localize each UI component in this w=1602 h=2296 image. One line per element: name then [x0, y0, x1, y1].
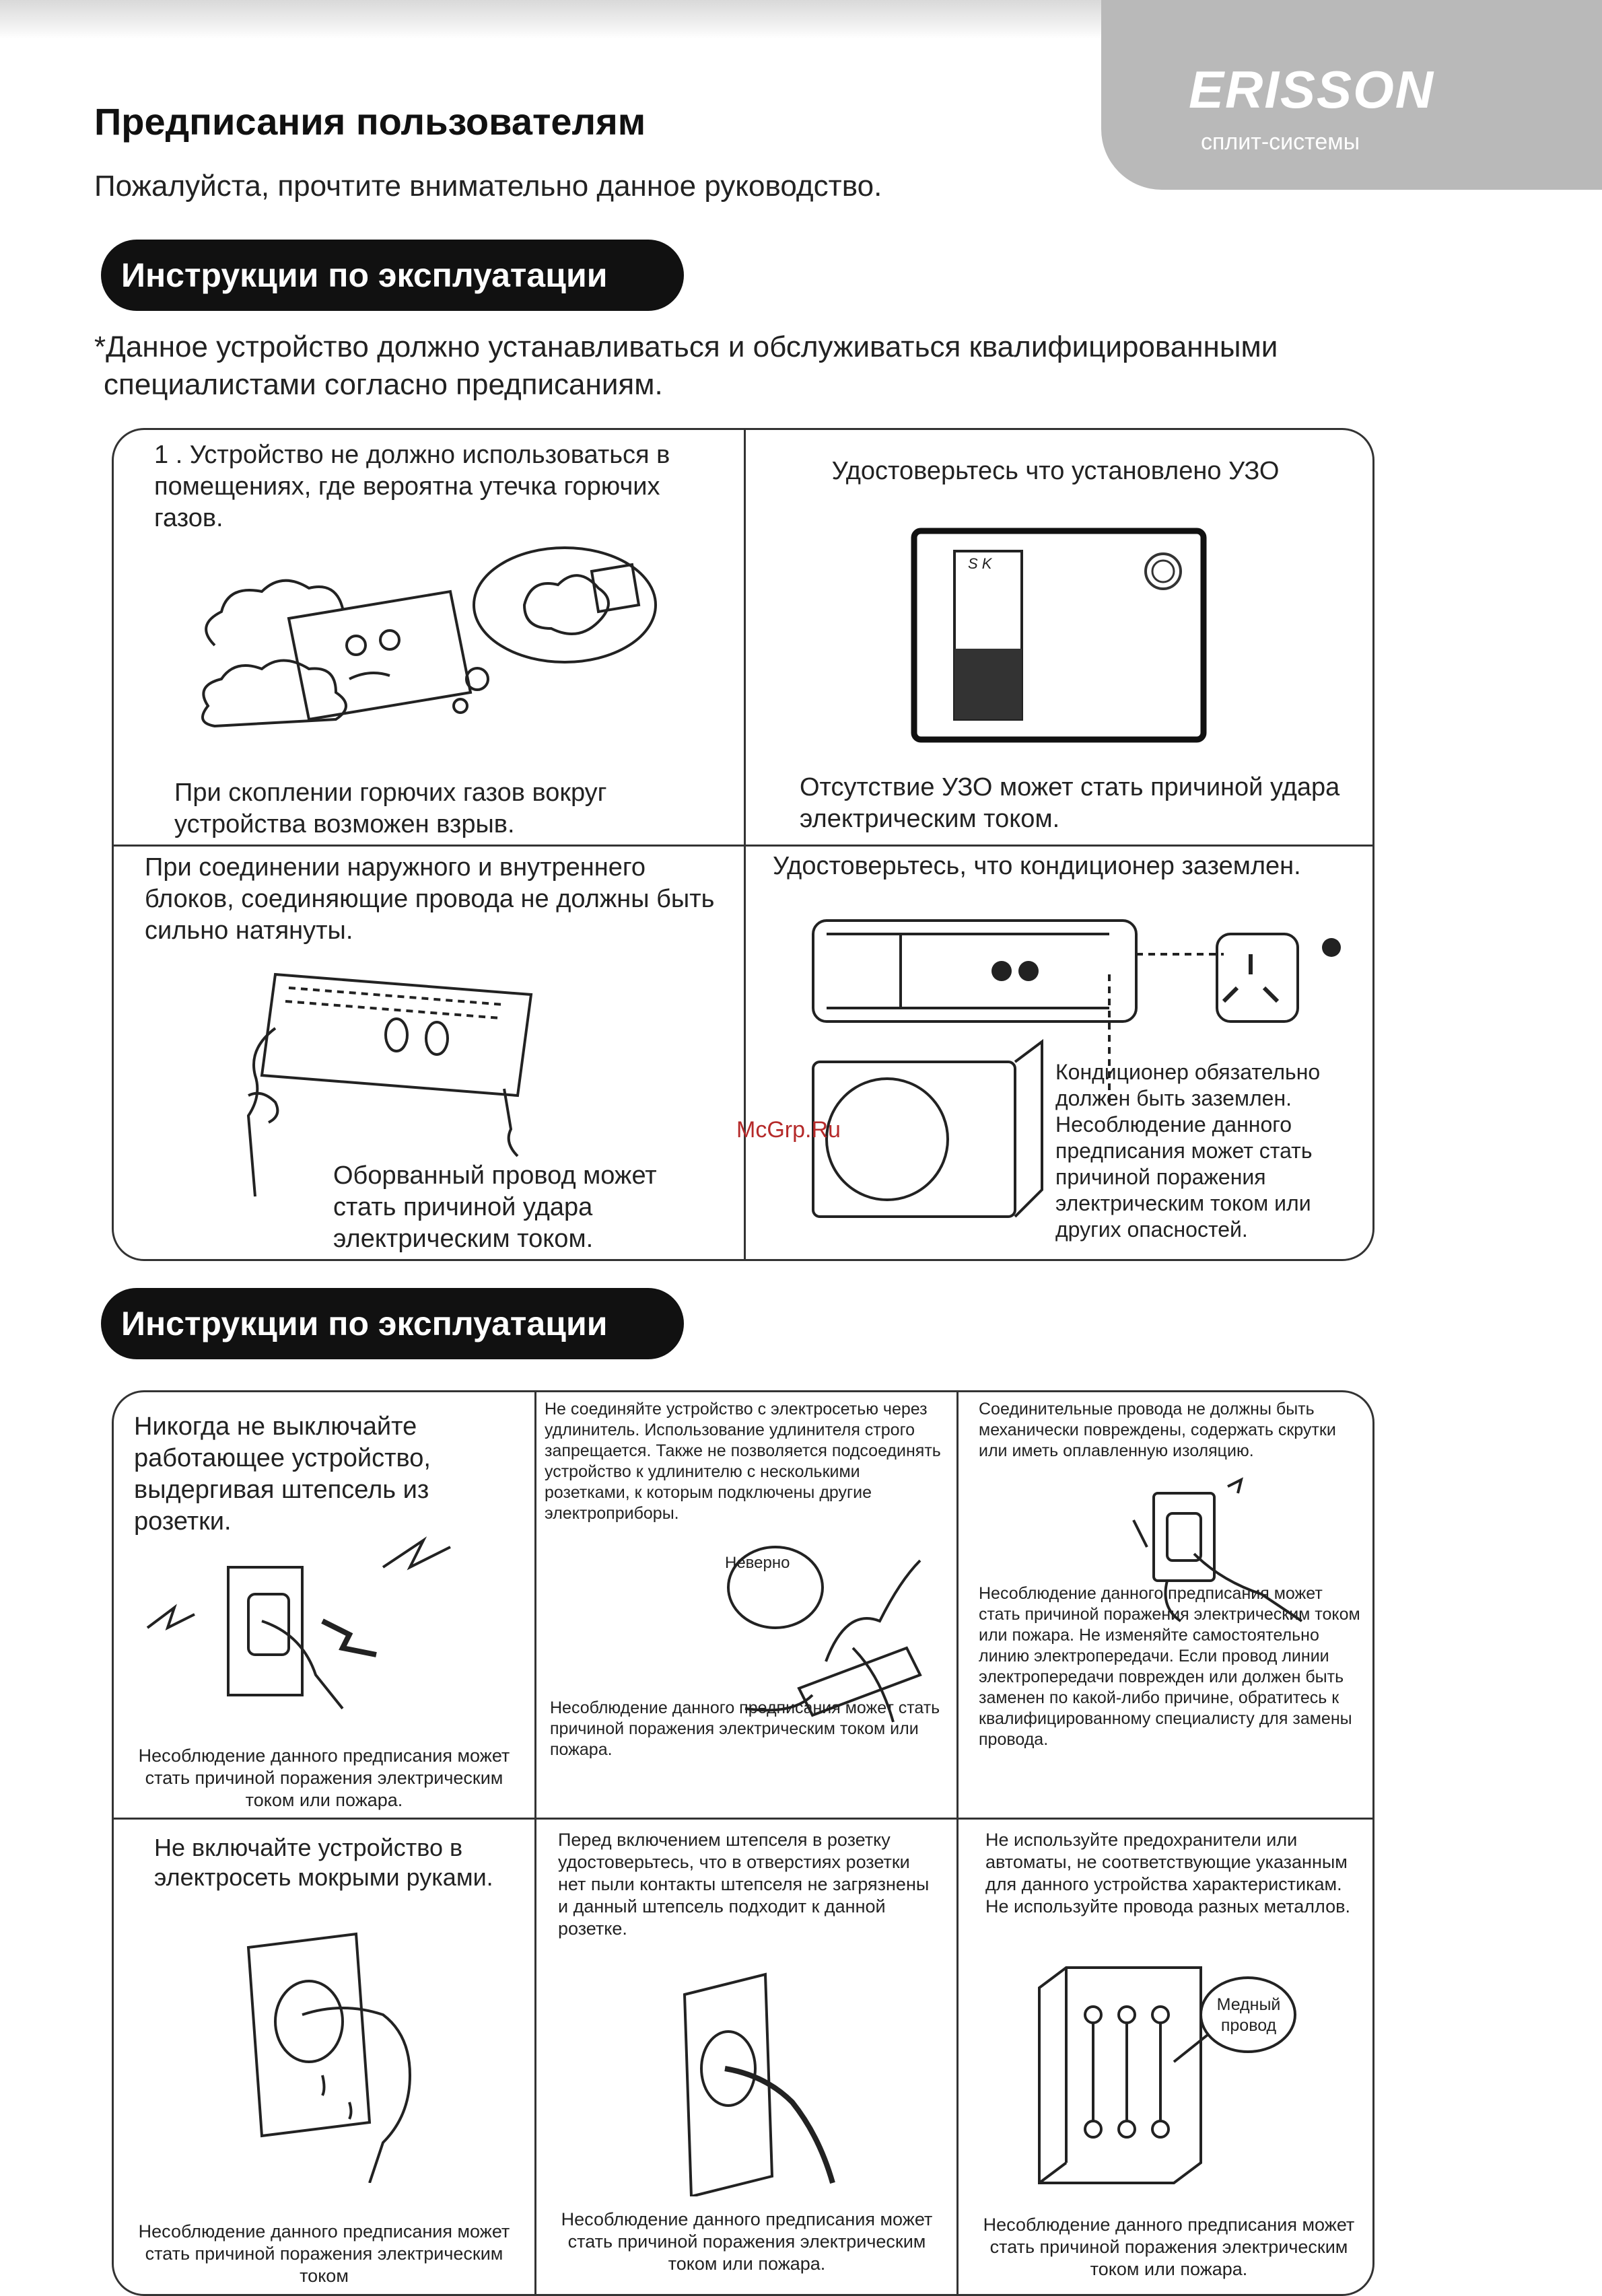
- gas-leak-illustration: [188, 544, 659, 746]
- copper-label: Медный провод: [1216, 1995, 1281, 2035]
- section1-note: [94, 328, 1427, 404]
- clean-caption: Несоблюдение данного предписания может стать причиной поражения электрическим током или пожара.: [561, 2209, 933, 2274]
- top-band: [0, 0, 1104, 39]
- clean-text: Перед включением штепселя в розетку удостоверьтесь, что в отверстиях розетки нет пыли контакты штепселя не загрязнены и данный штепсель подходит к данной розетке.: [558, 1830, 930, 1939]
- page-intro: Пожалуйста, прочтите внимательно данное руководство.: [94, 170, 882, 203]
- plug-caption: Несоблюдение данного предписания может стать причиной поражения электрическим током или пожара.: [138, 1746, 510, 1810]
- cell-uzo: [746, 430, 1374, 845]
- section2-grid: [112, 1390, 1374, 2296]
- plug-text: Никогда не выключайте работающее устройство, выдергивая штепсель из розетки.: [134, 1412, 431, 1536]
- section2-heading: Инструкции по эксплуатации: [101, 1288, 684, 1359]
- uzo-text: Удостоверьтесь что установлено УЗО: [831, 457, 1280, 485]
- brand-name: ERISSON: [1189, 60, 1435, 119]
- cell-wet: [114, 1820, 534, 2296]
- ground-text: Удостоверьтесь, что кондиционер заземлен.: [773, 852, 1301, 880]
- extension-caption: Несоблюдение данного предписания может стать причиной поражения электрическим током или пожара.: [550, 1698, 940, 1759]
- wet-hand-illustration: [235, 1927, 437, 2183]
- extension-text: Не соединяйте устройство с электросетью через удлинитель. Использование удлинителя строго запрещается. Также не позволяется подсоединять устройство к удлинителю с несколькими розетками, к которым подключены другие электроприборы.: [545, 1400, 941, 1523]
- rcd-label: S K: [968, 555, 992, 572]
- fuses-text: Не используйте предохранители или автоматы, не соответствующие указанным для данного устройства характеристикам. Не используйте провода разных металлов.: [985, 1830, 1350, 1916]
- cell-gas: [114, 430, 744, 845]
- damaged-text: Соединительные провода не должны быть механически повреждены, содержать скрутки или иметь оплавленную изоляцию.: [979, 1400, 1336, 1460]
- cell-plug: [114, 1392, 534, 1818]
- section1-note-line2: специалистами согласно предписаниям.: [104, 368, 663, 401]
- cell-extension: [536, 1392, 956, 1818]
- cell-ground: [746, 847, 1374, 1261]
- wires-text: При соединении наружного и внутреннего блоков, соединяющие провода не должны быть сильно натянуты.: [145, 853, 715, 945]
- socket-plug-illustration: [658, 1968, 860, 2196]
- gas-text: 1 . Устройство не должно использоваться в помещениях, где вероятна утечка горючих газов.: [154, 441, 670, 532]
- wet-text: Не включайте устройство в электросеть мокрыми руками.: [154, 1834, 493, 1891]
- cell-clean: [536, 1820, 956, 2296]
- page-title: Предписания пользователям: [94, 100, 646, 143]
- fuses-caption: Несоблюдение данного предписания может стать причиной поражения электрическим током или пожара.: [983, 2215, 1355, 2279]
- ground-caption: Кондиционер обязательно должен быть заземлен. Несоблюдение данного предписания может стать причиной поражения электрическим током или других опасностей.: [1055, 1060, 1321, 1242]
- damaged-caption: Несоблюдение данного предписания может стать причиной поражения электрическим током или пожара. Не изменяйте самостоятельно линию электропередачи. Если провод линии электропередачи поврежден или должен быть заменен по какой-либо причине, обратитесь к квалифицированному специалисту для замены провода.: [979, 1584, 1360, 1749]
- wet-caption: Несоблюдение данного предписания может стать причиной поражения электрическим током: [138, 2221, 510, 2286]
- rcd-device-illustration: [907, 524, 1217, 753]
- cell-damaged: [959, 1392, 1374, 1818]
- brand-block: [1101, 0, 1602, 190]
- wires-caption: Оборванный провод может стать причиной удара электрическим током.: [333, 1161, 657, 1253]
- brand-subtitle: сплит-системы: [1201, 129, 1360, 155]
- uzo-caption: Отсутствие УЗО может стать причиной удара электрическим током.: [800, 773, 1340, 833]
- wrong-label: Неверно: [725, 1554, 790, 1572]
- unplug-illustration: [127, 1527, 518, 1729]
- watermark: McGrp.Ru: [736, 1117, 841, 1143]
- gas-caption: При скоплении горючих газов вокруг устройства возможен взрыв.: [174, 779, 607, 838]
- cell-wires: [114, 847, 744, 1261]
- cell-fuses: [959, 1820, 1374, 2296]
- section1-heading: Инструкции по эксплуатации: [101, 240, 684, 311]
- section1-note-line1: *Данное устройство должно устанавливаться и обслуживаться квалифицированными: [94, 330, 1278, 363]
